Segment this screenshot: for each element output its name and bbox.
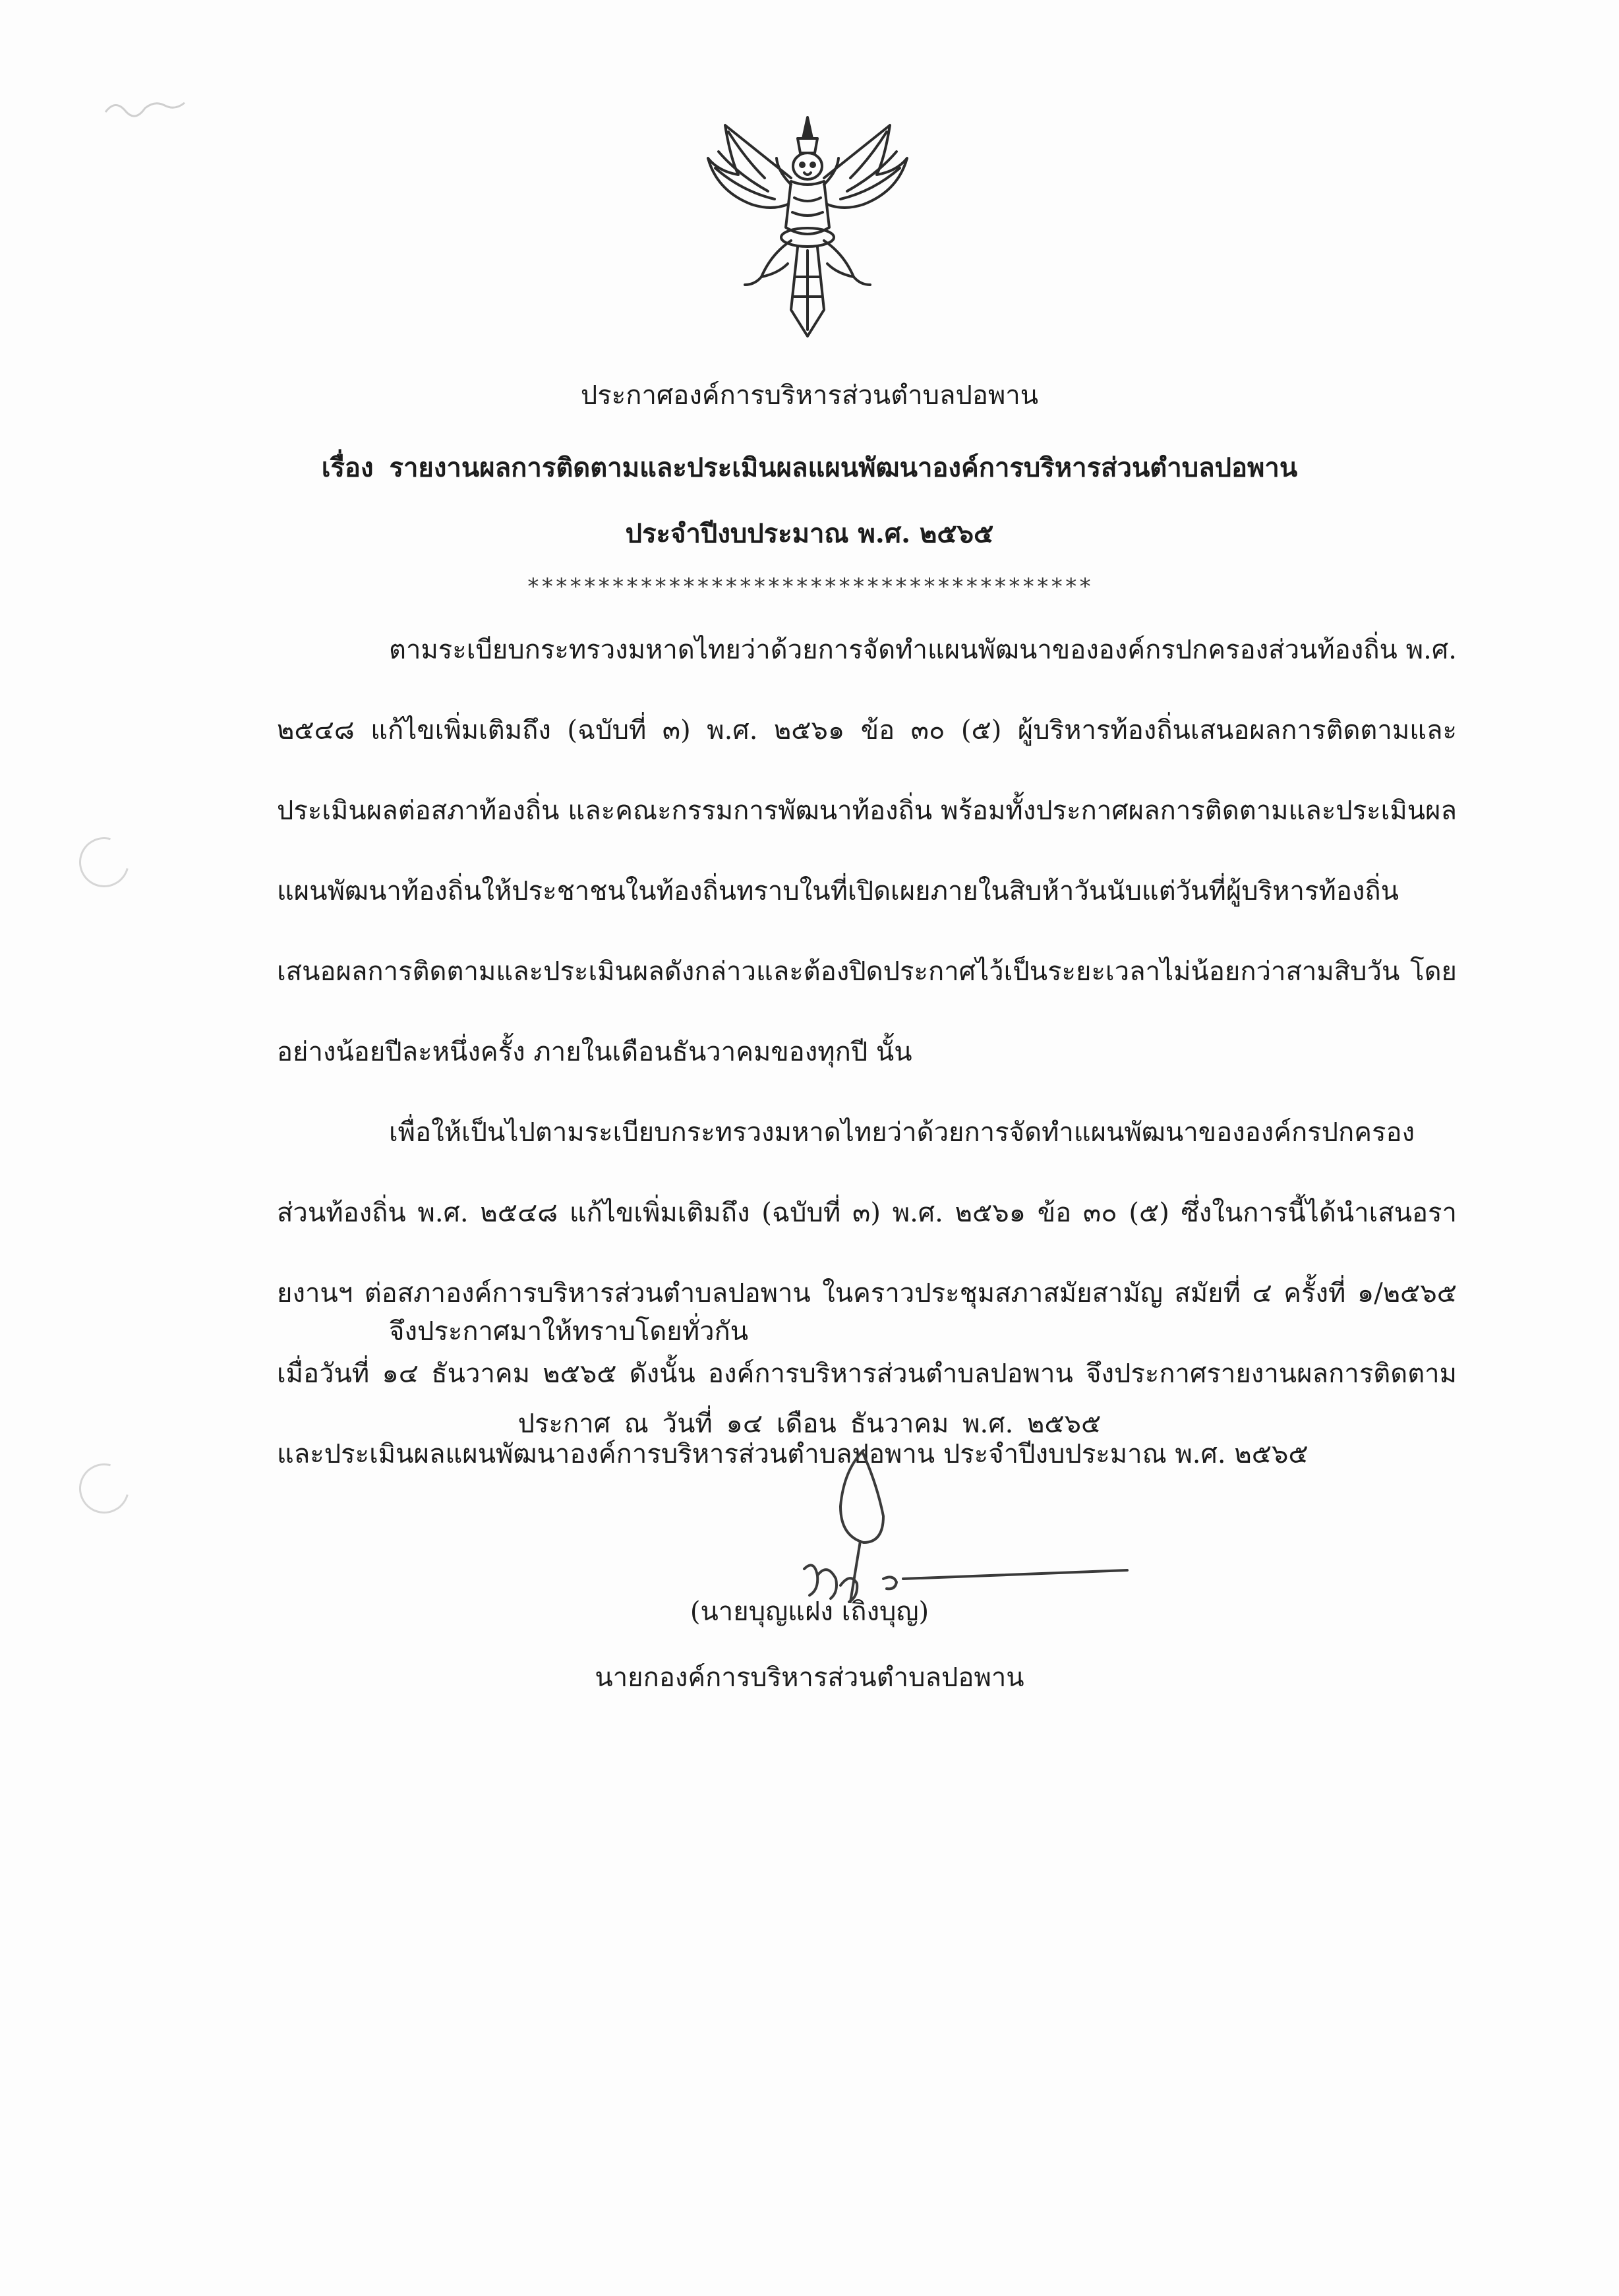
- body-section: [277, 610, 1457, 1494]
- corner-scribble-mark: [99, 86, 191, 125]
- announcement-subject: [0, 448, 1619, 488]
- separator-stars: ****************************************: [526, 574, 1093, 600]
- paragraph-2: เพื่อให้เป็นไปตามระเบียบกระทรวงมหาดไทยว่าด้วยการจัดทำแผนพัฒนาขององค์กรปกครองส่วนท้องถิ่น พ.ศ. ๒๕๔๘ แก้ไขเพิ่มเติมถึง (ฉบับที่ ๓) พ.ศ. ๒๕๖๑ ข้อ ๓๐ (๕) ซึ่งในการนี้ได้นำเสนอรายงานฯ ต่อสภาองค์การบริหารส่วนตำบลปอพาน ในคราวประชุมสภาสมัยสามัญ สมัยที่ ๔ ครั้งที่ ๑/๒๕๖๕ เมื่อวันที่ ๑๔ ธันวาคม ๒๕๖๕ ดังนั้น องค์การบริหารส่วนตำบลปอพาน จึงประกาศรายงานผลการติดตามและประเมินผลแผนพัฒนาองค์การบริหารส่วนตำบลปอพาน ประจำปีงบประมาณ พ.ศ. ๒๕๖๕: [277, 1117, 1457, 1469]
- announcement-date: ประกาศ ณ วันที่ ๑๔ เดือน ธันวาคม พ.ศ. ๒๕๖๕: [517, 1409, 1102, 1439]
- fiscal-year-line: ประจำปีงบประมาณ พ.ศ. ๒๕๖๕: [625, 518, 994, 549]
- subject-label: เรื่อง: [321, 452, 374, 483]
- paragraph-1: ตามระเบียบกระทรวงมหาดไทยว่าด้วยการจัดทำแผนพัฒนาขององค์กรปกครองส่วนท้องถิ่น พ.ศ. ๒๕๔๘ แก้ไขเพิ่มเติมถึง (ฉบับที่ ๓) พ.ศ. ๒๕๖๑ ข้อ ๓๐ (๕) ผู้บริหารท้องถิ่นเสนอผลการติดตามและประเมินผลต่อสภาท้องถิ่น และคณะกรรมการพัฒนาท้องถิ่น พร้อมทั้งประกาศผลการติดตามและประเมินผลแผนพัฒนาท้องถิ่นให้ประชาชนในท้องถิ่นทราบในที่เปิดเผยภายในสิบห้าวันนับแต่วันที่ผู้บริหารท้องถิ่นเสนอผลการติดตามและประเมินผลดังกล่าวและต้องปิดประกาศไว้เป็นระยะเวลาไม่น้อยกว่าสามสิบวัน โดยอย่างน้อยปีละหนึ่งครั้ง ภายในเดือนธันวาคมของทุกปี นั้น: [277, 635, 1457, 1067]
- handwritten-signature: [778, 1444, 1147, 1615]
- announcement-header: ประกาศองค์การบริหารส่วนตำบลปอพาน: [580, 380, 1039, 411]
- closing-statement: จึงประกาศมาให้ทราบโดยทั่วกัน: [389, 1316, 749, 1347]
- signer-name: (นายบุญแฝง เถิงบุญ): [690, 1597, 929, 1627]
- punch-hole-lower: [70, 1454, 138, 1523]
- subject-text: รายงานผลการติดตามและประเมินผลแผนพัฒนาองค์การบริหารส่วนตำบลปอพาน: [389, 452, 1298, 483]
- punch-hole-upper: [70, 828, 138, 897]
- garuda-emblem-icon: [699, 112, 916, 343]
- signer-title: นายกองค์การบริหารส่วนตำบลปอพาน: [595, 1663, 1024, 1693]
